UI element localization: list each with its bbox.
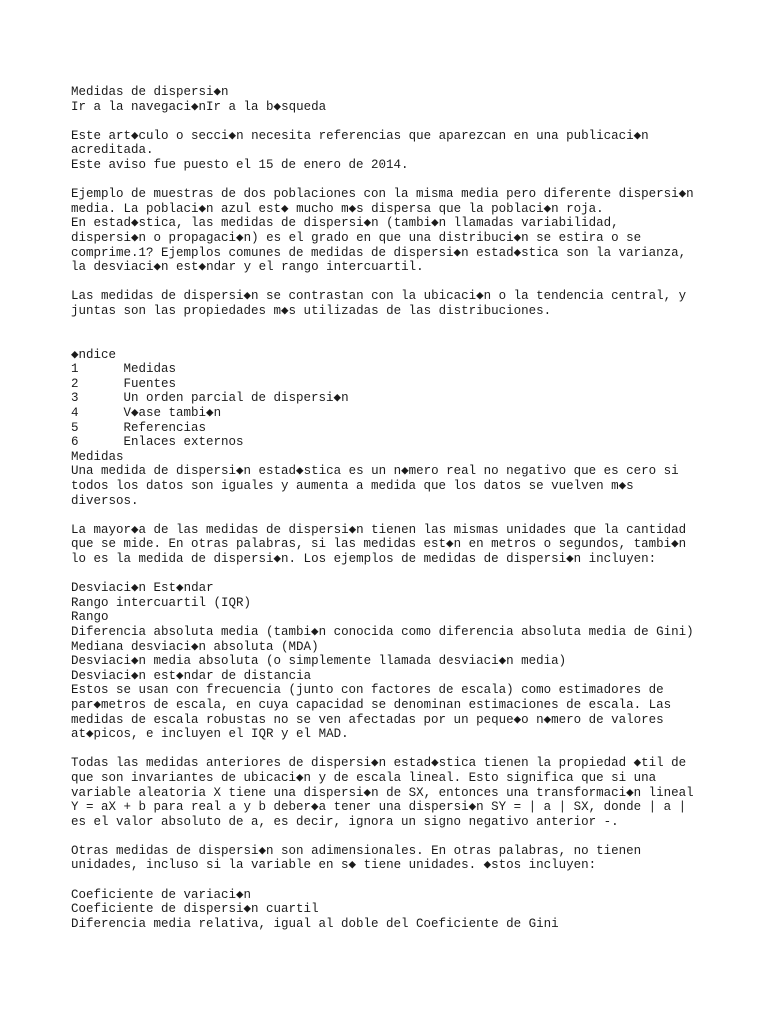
text-line: comprime.1? Ejemplos comunes de medidas de dispersi◆n estad◆stica son la varianza, [71, 245, 687, 260]
text-line: La mayor◆a de las medidas de dispersi◆n tienen las mismas unidades que la cantidad [71, 522, 687, 537]
text-line: par◆metros de escala, en cuya capacidad se denominan estimaciones de escala. Las [71, 697, 672, 712]
text-line: unidades, incluso si la variable en s◆ tiene unidades. ◆stos incluyen: [71, 858, 597, 873]
text-line: Las medidas de dispersi◆n se contrastan con la ubicaci◆n o la tendencia central, y [71, 289, 687, 304]
toc-item: 2 Fuentes [71, 376, 177, 391]
text-line: at◆picos, e incluyen el IQR y el MAD. [71, 727, 349, 742]
text-line: Una medida de dispersi◆n estad◆stica es un n◆mero real no negativo que es cero si [71, 464, 679, 479]
toc-item: 5 Referencias [71, 420, 207, 435]
list-item: Desviaci◆n media absoluta (o simplemente llamada desviaci◆n media) [71, 654, 567, 669]
list-item: Coeficiente de variaci◆n [71, 887, 252, 902]
text-line: Este aviso fue puesto el 15 de enero de 2014. [71, 157, 409, 172]
toc-item: 4 V◆ase tambi◆n [71, 406, 222, 421]
text-line: que son invariantes de ubicaci◆n y de escala lineal. Esto significa que si una [71, 770, 657, 785]
list-item: Mediana desviaci◆n absoluta (MDA) [71, 639, 319, 654]
text-line: es el valor absoluto de a, es decir, ignora un signo negativo anterior -. [71, 814, 619, 829]
list-item: Rango intercuartil (IQR) [71, 595, 252, 610]
text-line: medidas de escala robustas no se ven afectadas por un peque◆o n◆mero de valores [71, 712, 664, 727]
text-line: Todas las medidas anteriores de dispersi◆n estad◆stica tienen la propiedad ◆til de [71, 756, 687, 771]
text-line: juntas son las propiedades m◆s utilizadas de las distribuciones. [71, 303, 552, 318]
text-line: Estos se usan con frecuencia (junto con factores de escala) como estimadores de [71, 683, 664, 698]
list-item: Coeficiente de dispersi◆n cuartil [71, 902, 319, 917]
list-item: Diferencia media relativa, igual al doble del Coeficiente de Gini [71, 916, 559, 931]
text-line: la desviaci◆n est◆ndar y el rango intercuartil. [71, 260, 424, 275]
text-line: lo es la medida de dispersi◆n. Los ejemplos de medidas de dispersi◆n incluyen: [71, 552, 657, 566]
section-heading: Medidas [71, 449, 124, 464]
text-line: dispersi◆n o propagaci◆n) es el grado en que una distribuci◆n se estira o se [71, 230, 642, 245]
toc-item: 1 Medidas [71, 362, 177, 377]
text-line: En estad◆stica, las medidas de dispersi◆n (tambi◆n llamadas variabilidad, [71, 216, 619, 231]
toc-item: 3 Un orden parcial de dispersi◆n [71, 391, 349, 406]
toc-heading: ◆ndice [71, 347, 117, 362]
list-item: Rango [71, 610, 109, 625]
document-text [71, 85, 711, 931]
text-line: que se mide. En otras palabras, si las medidas est◆n en metros o segundos, tambi◆n [71, 537, 687, 552]
list-item: Desviaci◆n Est◆ndar [71, 581, 214, 596]
toc-item: 6 Enlaces externos [71, 435, 244, 450]
text-line: Ejemplo de muestras de dos poblaciones con la misma media pero diferente dispersi◆n [71, 187, 694, 202]
text-line: variable aleatoria X tiene una dispersi◆n de SX, entonces una transformaci◆n lineal [71, 785, 694, 800]
list-item: Diferencia absoluta media (tambi◆n conocida como diferencia absoluta media de Gini) [71, 624, 694, 639]
text-line: diversos. [71, 493, 139, 508]
list-item: Desviaci◆n est◆ndar de distancia [71, 668, 312, 683]
text-line: Y = aX + b para real a y b deber◆a tener una dispersi◆n SY = | a | SX, donde | a | [71, 800, 687, 815]
text-line: todos los datos son iguales y aumenta a medida que los datos se vuelven m◆s [71, 479, 634, 494]
text-line: Este art◆culo o secci◆n necesita referencias que aparezcan en una publicaci◆n [71, 128, 649, 143]
text-line: media. La poblaci◆n azul est◆ mucho m◆s dispersa que la poblaci◆n roja. [71, 201, 604, 216]
text-line: Ir a la navegaci◆nIr a la b◆squeda [71, 99, 327, 114]
text-line: Medidas de dispersi◆n [71, 85, 229, 99]
text-line: acreditada. [71, 143, 154, 158]
text-line: Otras medidas de dispersi◆n son adimensionales. En otras palabras, no tienen [71, 843, 642, 858]
